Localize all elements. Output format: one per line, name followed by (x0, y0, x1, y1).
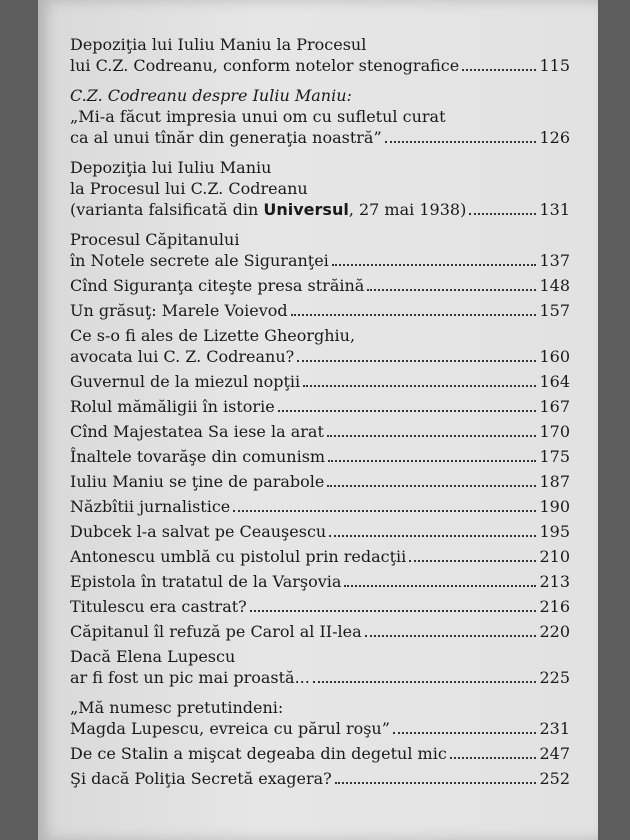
toc-entry (70, 646, 570, 688)
toc-entry-line: Ce s-o fi ales de Lizette Gheorghiu, (70, 326, 356, 345)
page-number: 157 (539, 301, 570, 320)
page-number: 164 (539, 372, 570, 391)
page-number: 252 (539, 769, 570, 788)
toc-entry (70, 596, 570, 617)
toc-entry (70, 275, 570, 296)
toc-entry-line: Căpitanul îl refuză pe Carol al II-lea 220 (70, 622, 570, 641)
leader-dots (332, 264, 537, 266)
page-number: 195 (539, 522, 570, 541)
page-number: 160 (539, 347, 570, 366)
leader-dots (344, 585, 536, 587)
newspaper-title: Universul (263, 200, 349, 219)
toc-entry-line: Rolul mămăligii în istorie 167 (70, 397, 570, 416)
page-number: 213 (539, 572, 570, 591)
toc-entry (70, 521, 570, 542)
toc-entry-line: „Mă numesc pretutindeni: (70, 698, 284, 717)
toc-entry (70, 446, 570, 467)
page-number: 115 (539, 56, 570, 75)
toc-entry-line: Titulescu era castrat? 216 (70, 597, 570, 616)
toc-entry (70, 421, 570, 442)
toc-entry-line: C.Z. Codreanu despre Iuliu Maniu: (70, 86, 352, 105)
page-number: 210 (539, 547, 570, 566)
toc-entry-line: Guvernul de la miezul nopţii 164 (70, 372, 570, 391)
toc-entry (70, 157, 570, 220)
page-number: 137 (539, 251, 570, 270)
toc-entry (70, 546, 570, 567)
toc-entry-line: Înaltele tovarăşe din comunism 175 (70, 447, 570, 466)
leader-dots (328, 460, 536, 462)
toc-entry-line: lui C.Z. Codreanu, conform notelor stenografice 115 (70, 56, 570, 75)
toc-entry-line: De ce Stalin a mişcat degeaba din degetul mic 247 (70, 744, 570, 763)
leader-dots (327, 435, 537, 437)
toc-entry (70, 396, 570, 417)
toc-entry-line: Epistola în tratatul de la Varşovia 213 (70, 572, 570, 591)
page-number: 247 (539, 744, 570, 763)
toc-entry-line: Antonescu umblă cu pistolul prin redacţii 210 (70, 547, 570, 566)
page-number: 225 (539, 668, 570, 687)
toc-entry (70, 300, 570, 321)
page-number: 190 (539, 497, 570, 516)
leader-dots (313, 681, 537, 683)
leader-dots (291, 314, 537, 316)
toc-entry (70, 496, 570, 517)
toc-entry (70, 34, 570, 76)
toc-entry-line: avocata lui C. Z. Codreanu? 160 (70, 347, 570, 366)
toc-entry-line: Depoziţia lui Iuliu Maniu (70, 158, 272, 177)
book-page (38, 0, 598, 840)
leader-dots (233, 510, 536, 512)
leader-dots (327, 485, 536, 487)
toc-entry (70, 229, 570, 271)
toc-entry (70, 85, 570, 148)
leader-dots (250, 610, 537, 612)
toc-entry (70, 697, 570, 739)
toc-entry (70, 768, 570, 789)
toc-entry-line: Iuliu Maniu se ţine de parabole 187 (70, 472, 570, 491)
toc-entry-line: Magda Lupescu, evreica cu părul roşu” 231 (70, 719, 570, 738)
page-number: 175 (539, 447, 570, 466)
toc-entry-line: Dacă Elena Lupescu (70, 647, 236, 666)
toc-entry-line: „Mi-a făcut impresia unui om cu sufletul curat (70, 107, 446, 126)
toc-entry-line: (varianta falsificată din Universul, 27 mai 1938) 131 (70, 200, 570, 219)
leader-dots (462, 69, 536, 71)
page-number: 187 (539, 472, 570, 491)
toc-entry-line: Dubcek l-a salvat pe Ceauşescu 195 (70, 522, 570, 541)
toc-entry-line: Depoziţia lui Iuliu Maniu la Procesul (70, 35, 367, 54)
toc-entry (70, 371, 570, 392)
toc-entry (70, 621, 570, 642)
toc-entry-line: la Procesul lui C.Z. Codreanu (70, 179, 308, 198)
leader-dots (297, 360, 536, 362)
toc-entry-line: Năzbîtii jurnalistice 190 (70, 497, 570, 516)
page-number: 220 (539, 622, 570, 641)
page-number: 170 (539, 422, 570, 441)
leader-dots (335, 782, 537, 784)
toc-entry-line: ar fi fost un pic mai proastă... 225 (70, 668, 570, 687)
leader-dots (367, 289, 536, 291)
leader-dots (385, 141, 537, 143)
toc-entry-line: în Notele secrete ale Siguranţei 137 (70, 251, 570, 270)
toc-entry-line: ca al unui tînăr din generaţia noastră” 126 (70, 128, 570, 147)
toc-entry-line: Cînd Majestatea Sa iese la arat 170 (70, 422, 570, 441)
leader-dots (329, 535, 536, 537)
leader-dots (393, 732, 537, 734)
toc-entry-line: Cînd Siguranţa citeşte presa străină 148 (70, 276, 570, 295)
toc-entry (70, 743, 570, 764)
leader-dots (469, 213, 536, 215)
page-number: 126 (539, 128, 570, 147)
toc-entry (70, 471, 570, 492)
toc-entry-line: Un grăsuţ: Marele Voievod 157 (70, 301, 570, 320)
leader-dots (303, 385, 536, 387)
leader-dots (450, 757, 537, 759)
page-number: 216 (539, 597, 570, 616)
leader-dots (365, 635, 537, 637)
page-number: 131 (539, 200, 570, 219)
page-number: 148 (539, 276, 570, 295)
toc-entry-line: Şi dacă Poliţia Secretă exagera? 252 (70, 769, 570, 788)
leader-dots (278, 410, 537, 412)
toc-entry (70, 571, 570, 592)
leader-dots (409, 560, 536, 562)
page-number: 167 (539, 397, 570, 416)
page-number: 231 (539, 719, 570, 738)
table-of-contents (70, 34, 570, 789)
toc-entry-line: Procesul Căpitanului (70, 230, 240, 249)
toc-entry (70, 325, 570, 367)
